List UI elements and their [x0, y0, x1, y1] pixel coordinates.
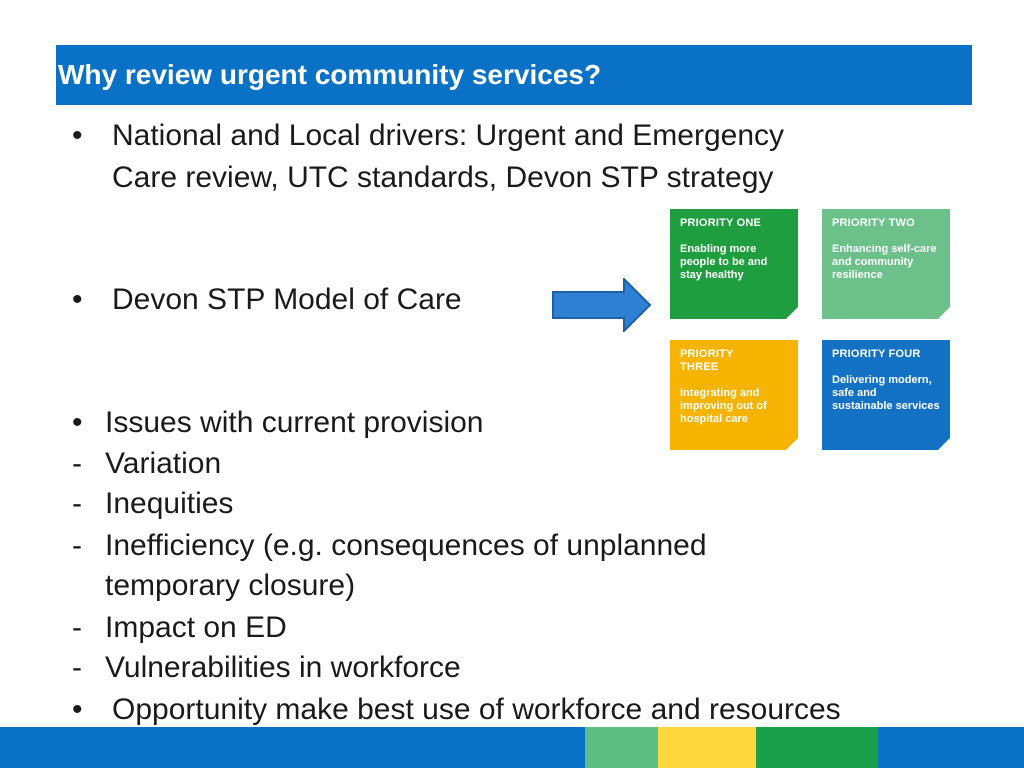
- issue-inequities: Inequities: [105, 487, 234, 520]
- bullet-marker: •: [72, 406, 83, 439]
- bullet-marker: •: [72, 119, 83, 152]
- issues-heading: Issues with current provision: [105, 406, 484, 439]
- priority-two-tile: [822, 209, 950, 319]
- priority-one-heading: PRIORITY ONE: [680, 217, 762, 229]
- footer-segment-green: [756, 727, 878, 768]
- priority-two-text: Enhancing self-care and community resilience: [832, 243, 937, 281]
- issue-inefficiency-line-2: temporary closure): [105, 569, 356, 602]
- footer-segment-blue-right: [878, 727, 1024, 768]
- priority-four-heading: PRIORITY FOUR: [832, 348, 921, 360]
- priority-three-text: Integrating and improving out of hospital care: [680, 387, 767, 425]
- footer-color-band: [0, 727, 1024, 768]
- drivers-line-1: National and Local drivers: Urgent and Emergency: [112, 119, 785, 152]
- priority-four-tile: [822, 340, 950, 450]
- drivers-line-2: Care review, UTC standards, Devon STP strategy: [112, 161, 774, 194]
- bullet-marker: •: [72, 693, 83, 726]
- issue-vulnerabilities: Vulnerabilities in workforce: [105, 651, 461, 684]
- dash-marker: -: [72, 611, 82, 644]
- footer-segment-light-green: [585, 727, 658, 768]
- priority-three-heading: PRIORITY THREE: [680, 348, 734, 373]
- priority-three-tile: [670, 340, 798, 450]
- dash-marker: -: [72, 651, 82, 684]
- folded-corner: [938, 438, 950, 450]
- bullet-marker: •: [72, 283, 83, 316]
- dash-marker: -: [72, 487, 82, 520]
- issue-variation: Variation: [105, 447, 222, 480]
- footer-segment-blue-left: [0, 727, 585, 768]
- folded-corner: [938, 307, 950, 319]
- right-arrow-icon: [552, 278, 652, 332]
- issue-impact-ed: Impact on ED: [105, 611, 287, 644]
- slide-title: Why review urgent community services?: [56, 45, 972, 105]
- dash-marker: -: [72, 447, 82, 480]
- folded-corner: [786, 307, 798, 319]
- priority-two-heading: PRIORITY TWO: [832, 217, 915, 229]
- opportunity-text: Opportunity make best use of workforce and resources: [112, 693, 841, 726]
- priority-one-tile: [670, 209, 798, 319]
- issue-inefficiency-line-1: Inefficiency (e.g. consequences of unplanned: [105, 529, 707, 562]
- model-of-care-text: Devon STP Model of Care: [112, 283, 462, 316]
- dash-marker: -: [72, 529, 82, 562]
- folded-corner: [786, 438, 798, 450]
- priority-four-text: Delivering modern, safe and sustainable services: [832, 374, 940, 412]
- footer-segment-yellow: [658, 727, 756, 768]
- priority-one-text: Enabling more people to be and stay healthy: [680, 243, 768, 281]
